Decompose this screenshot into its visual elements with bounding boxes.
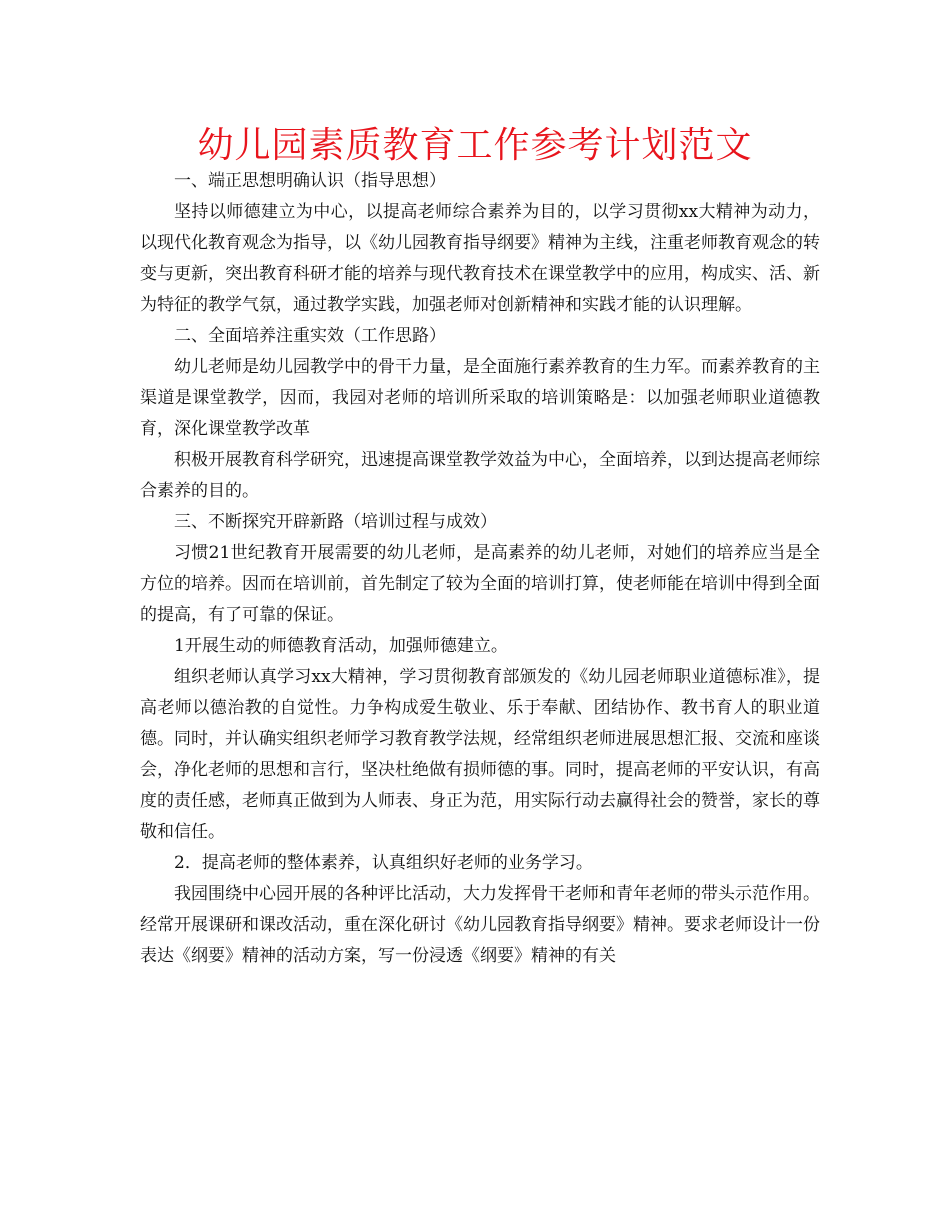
paragraph: 习惯21世纪教育开展需要的幼儿老师，是高素养的幼儿老师，对她们的培养应当是全方位的培养。因而在培训前，首先制定了较为全面的培训打算，使老师能在培训中得到全面的提高，有了可靠的保证。	[140, 543, 820, 625]
document-title: 幼儿园素质教育工作参考计划范文	[197, 125, 753, 166]
paragraph: 坚持以师德建立为中心，以提高老师综合素养为目的，以学习贯彻xx大精神为动力，以现代化教育观念为指导，以《幼儿园教育指导纲要》精神为主线，注重老师教育观念的转变与更新，突出教育科研才能的培养与现代教育技术在课堂教学中的应用，构成实、活、新为特征的教学气氛，通过教学实践，加强老师对创新精神和实践才能的认识理解。	[140, 202, 820, 315]
paragraph: 积极开展教育科学研究，迅速提高课堂教学效益为中心，全面培养，以到达提高老师综合素养的目的。	[140, 450, 820, 501]
section-heading-2: 二、全面培养注重实效（工作思路）	[174, 326, 446, 346]
document-body	[140, 166, 820, 972]
subsection-heading-1: 1开展生动的师德教育活动，加强师德建立。	[174, 636, 508, 656]
section-heading-3: 三、不断探究开辟新路（培训过程与成效）	[174, 512, 497, 532]
section-heading-1: 一、端正思想明确认识（指导思想）	[174, 171, 446, 191]
paragraph: 幼儿老师是幼儿园教学中的骨干力量，是全面施行素养教育的生力军。而素养教育的主渠道是课堂教学，因而，我园对老师的培训所采取的培训策略是：以加强老师职业道德教育，深化课堂教学改革	[140, 357, 820, 439]
subsection-heading-2: 2．提高老师的整体素养，认真组织好老师的业务学习。	[174, 853, 593, 873]
paragraph: 我园围绕中心园开展的各种评比活动，大力发挥骨干老师和青年老师的带头示范作用。经常开展课研和课改活动，重在深化研讨《幼儿园教育指导纲要》精神。要求老师设计一份表达《纲要》精神的活动方案，写一份浸透《纲要》精神的有关	[140, 884, 820, 966]
paragraph: 组织老师认真学习xx大精神，学习贯彻教育部颁发的《幼儿园老师职业道德标准》，提高老师以德治教的自觉性。力争构成爱生敬业、乐于奉献、团结协作、教书育人的职业道德。同时，并认确实组织老师学习教育教学法规，经常组织老师进展思想汇报、交流和座谈会，净化老师的思想和言行，坚决杜绝做有损师德的事。同时，提高老师的平安认识，有高度的责任感，老师真正做到为人师表、身正为范，用实际行动去赢得社会的赞誉，家长的尊敬和信任。	[140, 667, 820, 842]
